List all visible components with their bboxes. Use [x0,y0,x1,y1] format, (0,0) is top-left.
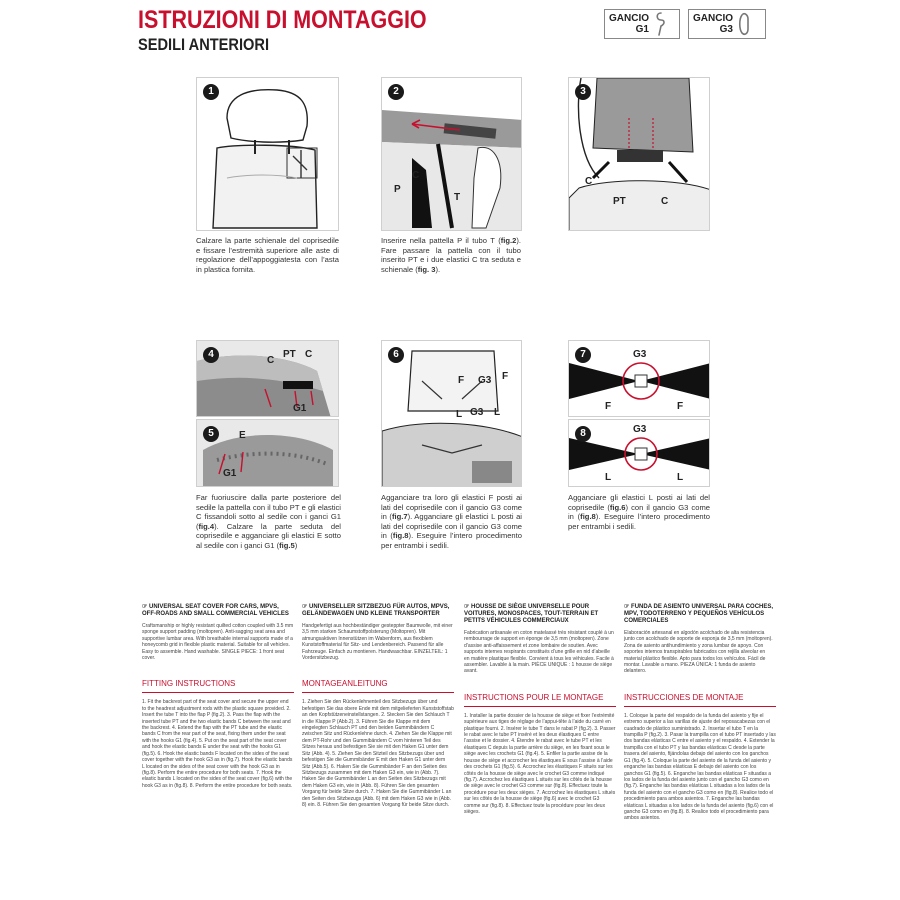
label-c-left: C [585,176,593,187]
figure-8 [568,419,710,487]
hook-g3-legend [688,9,766,39]
label-g1: G1 [223,468,237,479]
caption-4: Agganciare tra loro gli elastici F posti ai lati del coprisedile con il gancio G3 come in (fig.7). Agganciare gli elastici L posti ai lati del coprisedile con il gancio G3 come in (fig.8). Eseguire l’intero procedimento per entrambi i sedili. [381,493,522,550]
label-pt: PT [613,196,626,207]
page-title: ISTRUZIONI DI MONTAGGIO [138,6,427,34]
page-subtitle: SEDILI ANTERIORI [138,35,270,54]
caption-3: Far fuoriuscire dalla parte posteriore del sedile la pattella con il tubo PT e gli elastici C fissandoli sotto al sedile con i ganci G1 (fig.4). Calzare la parte seduta del coprisedile e agganciare gli elastici E sotto al sedile con i ganci G1 (fig.5) [196,493,341,550]
column-divider [302,692,454,693]
label-f: F [458,375,465,386]
label-p: P [394,184,401,195]
column-french [464,604,616,815]
figure-6 [381,340,522,487]
figure-5 [196,419,339,487]
hook-g3-label: GANCIO G3 [693,13,733,35]
headrest-seat-illustration [197,78,339,231]
figure-number: 5 [203,426,219,442]
caption-5: Agganciare gli elastici L posti ai lati del coprisedile (fig.6) con il gancio G3 come in (fig.8). Eseguire l’intero procedimento per entrambi i sedili. [568,493,710,531]
column-divider [624,706,776,707]
column-steps: 1. Fit the backrest part of the seat cover and secure the upper end to the headrest adjustment rods with the plastic square provided. 2. Insert the tube T into the flap P (fig.2). 3. Pass the flap with the inserted tube PT and the two elastic bands C between the seat and the backrest. 4. Extend the flap with the PT tube and the elastic bands C from the rear part of the seat, fixing them under the seat with the hooks G1 (fig.4). 5. Put on the seat part of the seat cover and hook the elastic bands E under the seat with the hooks G1 (fig.5). 6. Hook the elastic bands F located on the sides of the seat cover together with the hook G3 as in (fig.7). Hook the elastic bands L located on the sides of the seat cover with the hook G3 as in (fig.8). Perform the entire procedure for both seats. 7. Hook the elastic bands L located on the sides of the seat cover (fig.6) with the hook G3 as in (fig.8). 8. Perform the entire procedure for both seats. [142,699,293,789]
label-g3: G3 [478,375,492,386]
figure-number: 2 [388,84,404,100]
figure-number: 3 [575,84,591,100]
label-g3: G3 [633,424,647,435]
figure-2 [381,77,522,231]
column-divider [142,692,294,693]
column-steps: 1. Coloque la parte del respaldo de la funda del asiento y fije el extremo superior a las varillas de ajuste del reposacabezas con el cuadrado de plástico suministrado. 2. Insertar el tubo T en la trampilla P (fig.2). 3. Pasar la trampilla con el tubo PT insertado y las dos bandas elásticas C entre el asiento y el respaldo. 4. Extender la trampilla con el tubo PT y las bandas elásticas C desde la parte trasera del asiento, fijándolas debajo del asiento con los ganchos G1 (fig.4). 5. Coloque la parte del asiento de la funda del asiento y enganche las bandas elásticas E debajo del asiento con los ganchos G1 (fig.5). 6. Enganche las bandas elásticas F situadas a los lados de la funda del asiento junto con el gancho G3 como en (fig.7). Enganche las bandas elásticas L situadas a los lados de la funda del asiento con el gancho G3 como en (fig.8). Realice todo el procedimiento para ambos asientos. 7. Enganche las bandas elásticas L situadas a los lados de la funda del asiento (fig.6) con el gancho G3 como en (fig.8). 8. Realice todo el procedimiento para ambos asientos. [624,712,776,822]
label-c-right: C [661,196,669,207]
column-divider [464,706,616,707]
side-elastics-illustration [382,341,522,487]
column-subheading: INSTRUCCIONES DE MONTAJE [624,692,744,702]
flap-tube-illustration [382,78,522,231]
label-f: F [605,401,612,412]
caption-1: Calzare la parte schienale del coprisedile e fissare l’estremità superiore alle aste di regolazione dell’appoggiatesta con l’asta in plastica fornita. [196,236,339,274]
figure-number: 7 [575,347,591,363]
figure-number: 4 [203,347,219,363]
label-l: L [605,472,612,483]
hook-g1-label: GANCIO G1 [609,13,649,35]
figure-3 [568,77,710,231]
caption-2: Inserire nella pattella P il tubo T (fig.2). Fare passare la pattella con il tubo inserito PT e i due elastici C tra seduta e schienale (fig. 3). [381,236,521,274]
figure-1 [196,77,339,231]
label-c: C [267,355,275,366]
column-description: Craftsmanship or highly resistant quilted cotton coupled with 3.5 mm sponge support padding (moltopren). Anti-sagging seat area and supportive lumbar area. With breathable internal supports made of a honeycomb grid in flexible plastic material. Suitable for all vehicles. Easy to assemble. Hand washable. SINGLE PIECE: 1 front seat cover. [142,623,294,662]
column-description: Fabrication artisanale en coton matelassé très résistant couplé à un rembourrage de support en éponge de 3,5 mm (moltopren). Zone d’assise anti-affaissement et zone lombaire de soutien. Avec supports internes respirants constitués d’une grille en nid d’abeille en matière plastique flexible. Convient à tous les véhicules. Facile à assembler. Lavable à la main. PIÈCE UNIQUE : 1 housse de siège avant. [464,630,614,675]
column-heading: ☞ UNIVERSAL SEAT COVER FOR CARS, MPVS, OFF-ROADS AND SMALL COMMERCIAL VEHICLES [142,604,289,617]
seat-gap-illustration [569,78,710,231]
label-c: C [412,170,420,181]
column-subheading: MONTAGEANLEITUNG [302,679,388,689]
label-l: L [494,407,501,418]
hook-g1-icon [653,11,669,37]
column-subheading: FITTING INSTRUCTIONS [142,679,236,689]
label-l: L [677,472,684,483]
label-pt: PT [283,349,296,360]
column-heading: ☞ HOUSSE DE SIÈGE UNIVERSELLE POUR VOITURES, MONOSPACES, TOUT-TERRAIN ET PETITS VÉHICULES COMMERCIAUX [464,604,599,624]
figure-number: 1 [203,84,219,100]
label-g3: G3 [470,407,484,418]
figure-number: 8 [575,426,591,442]
label-l: L [456,409,463,420]
label-e: E [239,430,246,441]
label-g1: G1 [293,403,307,414]
column-german [302,604,454,808]
column-description: Handgefertigt aus hochbeständiger gesteppter Baumwolle, mit einer 3,5 mm starken Schaumstoffpolsterung (Moltopren). Mit atmungsaktiven Innenstützen im Wabenform, aus flexiblem Kunststoffmaterial für Sitz- und Lendenbereich. Passend für alle Fahrzeuge. Einfach zu montieren. Handwaschbar. EINZELTEIL: 1 Vordersitzbezug. [302,623,453,662]
label-c: C [305,349,313,360]
column-steps: 1. Ziehen Sie den Rückenlehnenteil des Sitzbezugs über und befestigen Sie das obere Ende mit dem mitgelieferten Kunststoffstab an den Kopfstützeneinstellstangen. 2. Stecken Sie den Schlauch T in die Klappe P (Abb.2). 3. Führen Sie die Klappe mit dem eingelegten Schlauch PT und den beiden Gummibändern C zwischen Sitz und Rückenlehne durch. 4. Ziehen Sie die Klappe mit dem PT-Rohr und den Gummibändern C vom hinteren Teil des Sitzes heraus und befestigen Sie sie mit den Haken G1 unter dem Sitz (Abb. 4). 5. Ziehen Sie den Sitzteil des Sitzbezugs über und befestigen Sie die Gummibänder E mit den Haken G1 unter dem Sitz (Abb.5). 6. Haken Sie die Gummibänder F an den Seiten des Sitzbezugs zusammen mit dem Haken G3 ein, wie in (Abb. 7). Haken Sie die Gummibänder L an den Seiten des Sitzbezugs mit dem Haken G3 ein, wie in (Abb. 8). Führen Sie den gesamten Vorgang für beide Sitze durch. 7. Haken Sie die Gummibänder L an den Seiten des Sitzbezugs (Abb. 6) mit dem Haken G3 wie in (Abb. 8) ein. 8. Führen Sie den gesamten Vorgang für beide Sitze durch. [302,699,454,808]
figure-4 [196,340,339,417]
label-f: F [677,401,684,412]
hook-g3-icon [737,11,753,37]
column-english [142,604,294,789]
column-description: Elaboración artesanal en algodón acolchado de alta resistencia junto con acolchado de soporte de esponja de 3,5 mm (moltopren). Zona de asiento antihundimiento y zona lumbar de apoyo. Con soportes internos transpirables fabricados con rejilla alveolar en material plástico flexible. Apto para todos los vehículos. Fácil de montar. Lavable a mano. PIEZA ÚNICA: 1 funda de asiento delantero. [624,630,773,675]
column-steps: 1. Installer la partie dossier de la housse de siège et fixer l’extrémité supérieure aux tiges de réglage de l’appui-tête à l’aide du carré en plastique fourni. 2. Insérer le tube T dans le rabat P (fig.2). 3. Passer le rabat avec le tube PT inséré et les deux élastiques C entre l’assise et le dossier. 4. Étendre le rabat avec le tube PT et les élastiques C depuis la partie arrière du siège, en les fixant sous le siège avec les crochets G1 (fig.4). 5. Enfiler la partie assise de la housse de siège et accrocher les élastiques E sous l’assise à l’aide des crochets G1 (fig.5). 6. Accrochez les élastiques F situés sur les côtés de la housse de siège avec le crochet G3 comme indiqué (fig.7). Accrochez les élastiques L situés sur les côtés de la housse de siège avec le crochet G3 comme sur (fig.8). Effectuez toute la procédure pour les deux sièges. 7. Accrochez les élastiques L situés sur les côtés de la housse de siège (fig.6) avec le crochet G3 comme sur (fig.8). 8. Effectuez toute la procédure pour les deux sièges. [464,712,616,815]
hook-g1-legend [604,9,680,39]
label-g3: G3 [633,349,647,360]
figure-number: 6 [388,347,404,363]
label-f: F [502,371,509,382]
column-heading: ☞ UNIVERSELLER SITZBEZUG FÜR AUTOS, MPVS, GELÄNDEWAGEN UND KLEINE TRANSPORTER [302,604,450,617]
label-t: T [454,192,461,203]
column-heading: ☞ FUNDA DE ASIENTO UNIVERSAL PARA COCHES, MPV, TODOTERRENO Y PEQUEÑOS VEHÍCULOS COMERCIALES [624,604,774,624]
column-spanish [624,604,776,822]
figure-7 [568,340,710,417]
column-subheading: INSTRUCTIONS POUR LE MONTAGE [464,692,604,702]
